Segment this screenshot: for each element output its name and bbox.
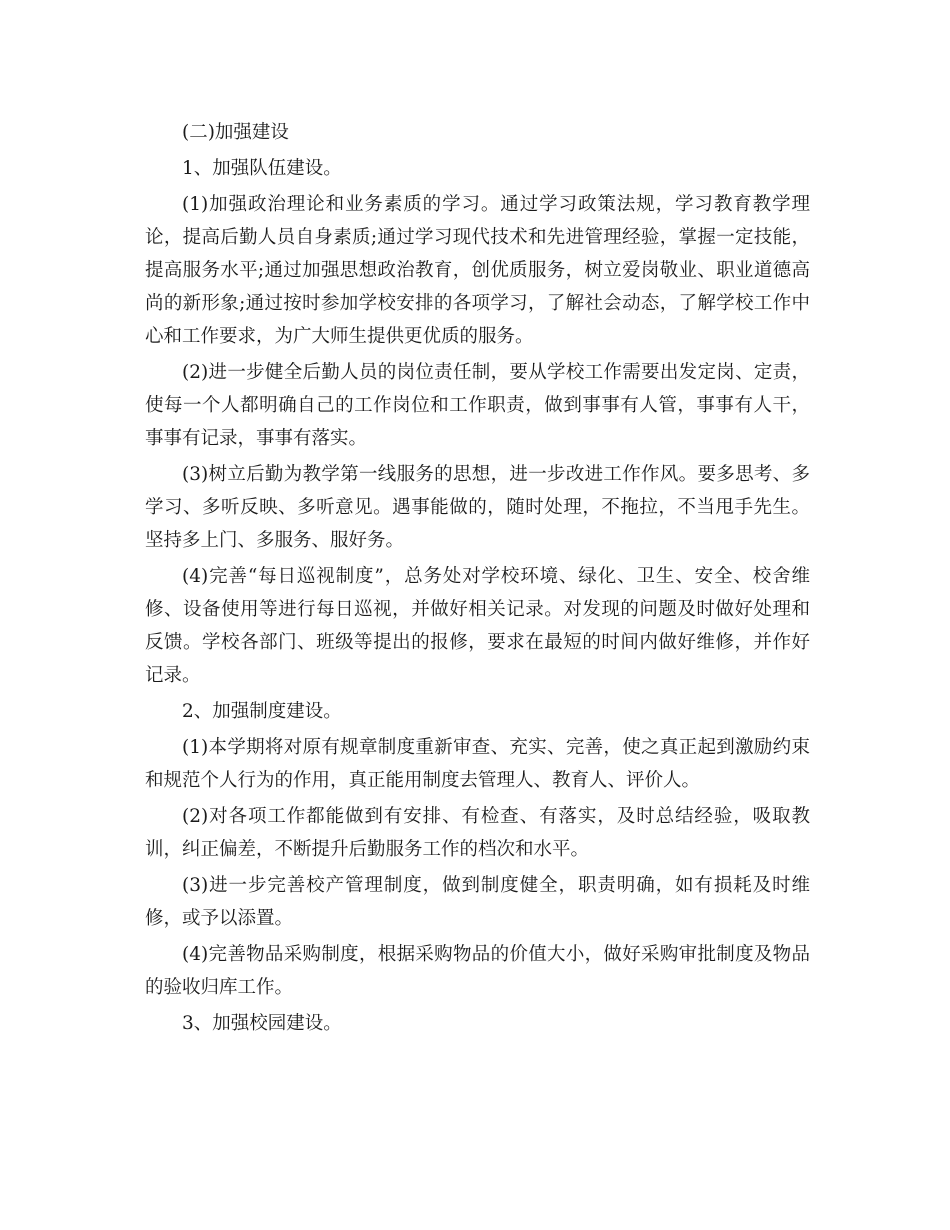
paragraph: (4)完善“每日巡视制度”，总务处对学校环境、绿化、卫生、安全、校舍维修、设备使用等进行每日巡视，并做好相关记录。对发现的问题及时做好处理和反馈。学校各部门、班级等提出的报修，要求在最短的时间内做好维修，并作好记录。 [145, 566, 810, 686]
subsection-heading: 3、加强校园建设。 [182, 1013, 342, 1034]
paragraph: (1)加强政治理论和业务素质的学习。通过学习政策法规，学习教育教学理论，提高后勤人员自身素质;通过学习现代技术和先进管理经验，掌握一定技能，提高服务水平;通过加强思想政治教育，创优质服务，树立爱岗敬业、职业道德高尚的新形象;通过按时参加学校安排的各项学习，了解社会动态，了解学校工作中心和工作要求，为广大师生提供更优质的服务。 [145, 194, 810, 347]
paragraph: (4)完善物品采购制度，根据采购物品的价值大小，做好采购审批制度及物品的验收归库工作。 [145, 944, 810, 998]
paragraph: (1)本学期将对原有规章制度重新审查、充实、完善，使之真正起到激励约束和规范个人行为的作用，真正能用制度去管理人、教育人、评价人。 [145, 737, 810, 791]
paragraph: (3)进一步完善校产管理制度，做到制度健全，职责明确，如有损耗及时维修，或予以添置。 [145, 875, 810, 929]
subsection-heading: 2、加强制度建设。 [182, 701, 342, 722]
paragraph: (2)对各项工作都能做到有安排、有检查、有落实，及时总结经验，吸取教训，纠正偏差，不断提升后勤服务工作的档次和水平。 [145, 806, 810, 860]
section-heading: (二)加强建设 [182, 122, 289, 143]
paragraph: (2)进一步健全后勤人员的岗位责任制，要从学校工作需要出发定岗、定责，使每一个人都明确自己的工作岗位和工作职责，做到事事有人管，事事有人干，事事有记录，事事有落实。 [145, 362, 810, 449]
document-page [145, 116, 810, 1040]
paragraph: (3)树立后勤为教学第一线服务的思想，进一步改进工作作风。要多思考、多学习、多听反映、多听意见。遇事能做的，随时处理，不拖拉，不当甩手先生。坚持多上门、多服务、服好务。 [145, 464, 810, 551]
subsection-heading: 1、加强队伍建设。 [182, 158, 342, 179]
